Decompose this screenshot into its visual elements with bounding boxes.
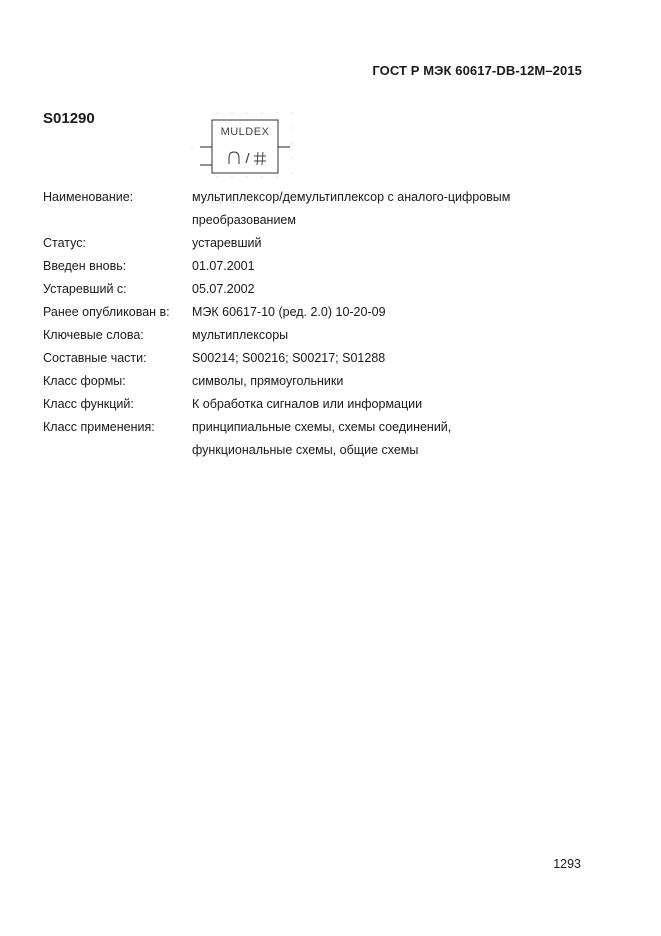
field-value <box>192 416 603 462</box>
field-row-keywords <box>43 324 603 347</box>
field-row-previously-published <box>43 301 603 324</box>
field-value <box>192 301 603 324</box>
field-label: Класс формы: <box>43 374 126 388</box>
field-label: Ранее опубликован в: <box>43 305 170 319</box>
field-value <box>192 347 603 370</box>
muldex-label: MULDEX <box>220 126 270 138</box>
digital-hash-icon <box>254 152 266 165</box>
field-label: Наименование: <box>43 190 134 204</box>
field-row-introduced <box>43 255 603 278</box>
field-label: Ключевые слова: <box>43 328 144 342</box>
field-value-line: мультиплексоры <box>192 328 289 342</box>
field-row-application-class <box>43 416 603 462</box>
field-label: Статус: <box>43 236 86 250</box>
field-value-line: 01.07.2001 <box>192 259 255 273</box>
field-value-line: К обработка сигналов или информации <box>192 397 423 411</box>
field-value-line: принципиальные схемы, схемы соединений, <box>192 420 452 434</box>
field-label: Класс применения: <box>43 420 155 434</box>
page-number: 1293 <box>553 857 581 871</box>
field-value-line: устаревший <box>192 236 262 250</box>
field-value-line: функциональные схемы, общие схемы <box>192 443 419 457</box>
analog-icon <box>229 152 239 164</box>
muldex-symbol-diagram <box>188 110 298 180</box>
field-value <box>192 232 603 255</box>
field-value <box>192 370 603 393</box>
field-value <box>192 324 603 347</box>
field-value <box>192 393 603 416</box>
field-label: Введен вновь: <box>43 259 127 273</box>
field-value <box>192 186 603 232</box>
field-value-line: S00214; S00216; S00217; S01288 <box>192 351 386 365</box>
field-value <box>192 255 603 278</box>
field-row-name <box>43 186 603 232</box>
field-value-line: символы, прямоугольники <box>192 374 344 388</box>
field-row-obsolete-since <box>43 278 603 301</box>
field-label: Составные части: <box>43 351 147 365</box>
field-row-status <box>43 232 603 255</box>
slash-icon <box>246 153 249 163</box>
field-value-line: преобразованием <box>192 213 296 227</box>
grid-dots-icon <box>191 112 292 177</box>
field-label: Класс функций: <box>43 397 134 411</box>
field-value-line: мультиплексор/демультиплексор с аналого-цифровым <box>192 190 511 204</box>
field-row-components <box>43 347 603 370</box>
standard-code-header: ГОСТ Р МЭК 60617-DB-12M–2015 <box>372 63 582 78</box>
symbol-properties-list <box>43 186 603 462</box>
field-value-line: 05.07.2002 <box>192 282 255 296</box>
field-value <box>192 278 603 301</box>
symbol-id: S01290 <box>43 110 95 127</box>
field-label: Устаревший с: <box>43 282 127 296</box>
field-row-shape-class <box>43 370 603 393</box>
field-row-function-class <box>43 393 603 416</box>
field-value-line: МЭК 60617-10 (ред. 2.0) 10-20-09 <box>192 305 386 319</box>
